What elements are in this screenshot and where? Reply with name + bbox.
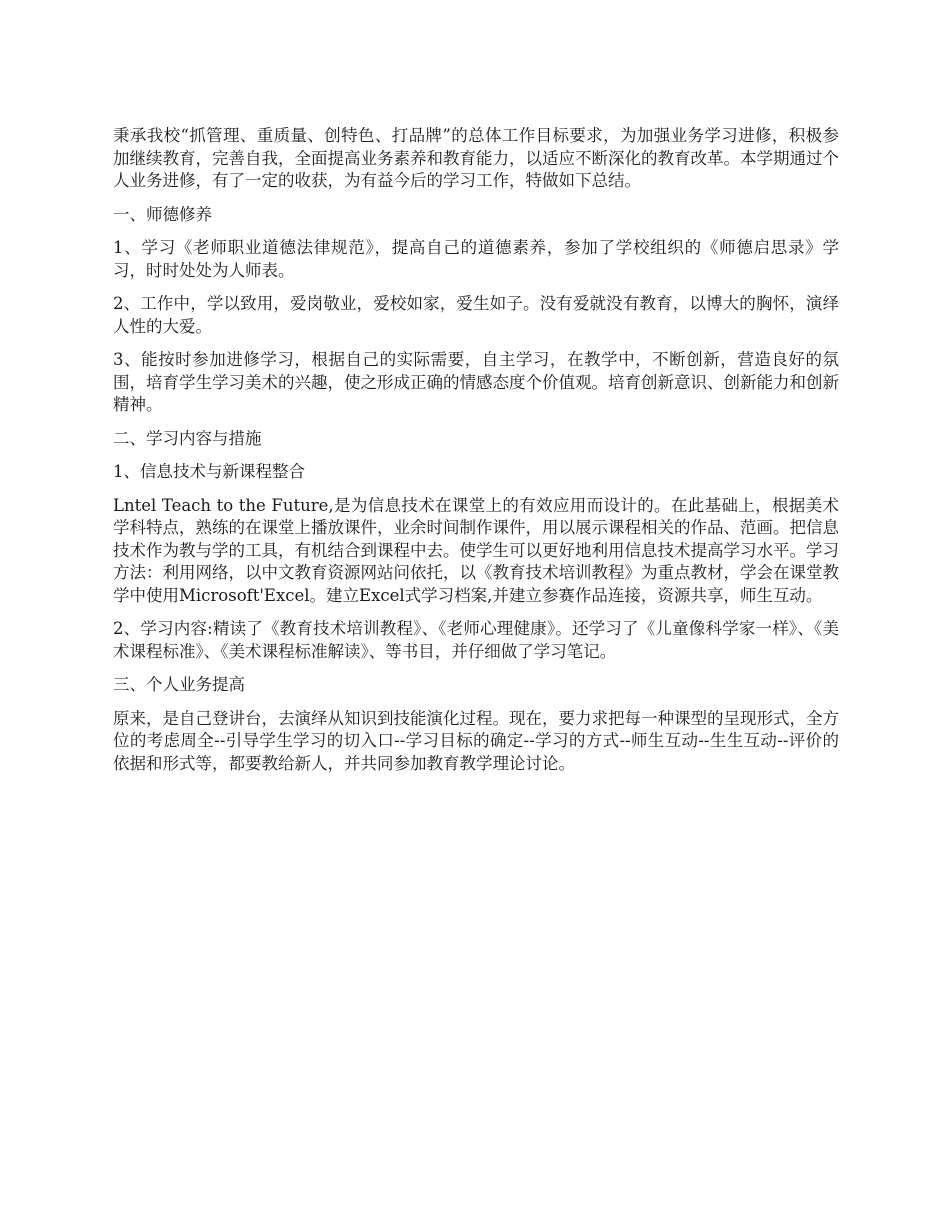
intro-paragraph: 秉承我校“抓管理、重质量、创特色、打品牌”的总体工作目标要求，为加强业务学习进修，积极参加继续教育，完善自我，全面提高业务素养和教育能力，以适应不断深化的教育改革。本学期通过个人业务进修，有了一定的收获，为有益今后的学习工作，特做如下总结。 (113, 126, 839, 190)
ethics-item-3: 3、能按时参加进修学习，根据自己的实际需要，自主学习，在教学中，不断创新，营造良好的氛围，培育学生学习美术的兴趣，使之形成正确的情感态度个价值观。培育创新意识、创新能力和创新精神。 (113, 350, 839, 414)
section-heading-ethics: 一、师德修养 (113, 204, 212, 224)
study-item-2: 2、学习内容:精读了《教育技术培训教程》、《老师心理健康》。还学习了《儿童像科学家一样》、《美术课程标准》、《美术课程标准解读》、等书目，并仔细做了学习笔记。 (113, 619, 839, 661)
study-subheading-1: 1、信息技术与新课程整合 (113, 462, 305, 481)
study-paragraph-1: Lntel Teach to the Future,是为信息技术在课堂上的有效应用而设计的。在此基础上，根据美术学科特点，熟练的在课堂上播放课件，业余时间制作课件，用以展示课程相关的作品、范画。把信息技术作为教与学的工具，有机结合到课程中去。使学生可以更好地利用信息技术提高学习水平。学习方法：利用网络，以中文教育资源网站问依托，以《教育技术培训教程》为重点教材，学会在课堂教学中使用Microsoft'Excel。建立Excel式学习档案,并建立参赛作品连接，资源共享，师生互动。 (113, 495, 839, 605)
section-heading-improvement: 三、个人业务提高 (113, 675, 245, 694)
ethics-item-1: 1、学习《老师职业道德法律规范》，提高自己的道德素养，参加了学校组织的《师德启思录》学习，时时处处为人师表。 (113, 238, 839, 280)
ethics-item-2: 2、工作中，学以致用，爱岗敬业，爱校如家，爱生如子。没有爱就没有教育，以博大的胸怀，演绎人性的大爱。 (113, 294, 839, 336)
improvement-paragraph: 原来，是自己登讲台，去演绎从知识到技能演化过程。现在，要力求把每一种课型的呈现形式，全方位的考虑周全--引导学生学习的切入口--学习目标的确定--学习的方式--师生互动--生生互动--评价的依据和形式等，都要教给新人，并共同参加教育教学理论讨论。 (113, 708, 839, 773)
section-heading-study: 二、学习内容与措施 (113, 428, 262, 448)
document-page (113, 125, 839, 786)
